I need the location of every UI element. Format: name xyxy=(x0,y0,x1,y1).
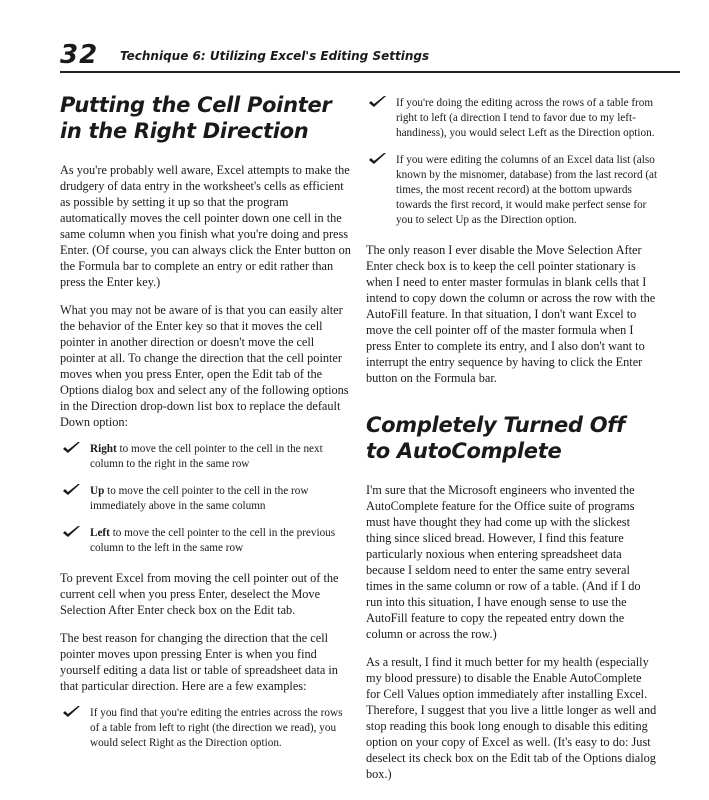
examples-list xyxy=(60,706,352,751)
left-column xyxy=(60,92,352,765)
list-item xyxy=(60,526,352,556)
checkmark-icon xyxy=(62,440,82,456)
example-text: If you find that you're editing the entries across the rows of a table from left to right (the direction we read), you would select Right as the Direction option. xyxy=(90,707,343,749)
heading-line: Putting the Cell Pointer xyxy=(60,93,332,117)
example-text: If you're doing the editing across the rows of a table from right to left (a direction I tend to favor due to my left-handiness), you would select Left as the Direction option. xyxy=(396,97,655,139)
paragraph: The only reason I ever disable the Move Selection After Enter check box is to keep the cell pointer stationary is when I need to enter master formulas in blank cells that I intend to copy down the column or across the row with the AutoFill feature. In that situation, I don't want Excel to move the cell pointer off of the master formula when I press Enter to complete its entry, and I also don't want to interrupt the entry sequence by having to click the Enter button on the Formula bar. xyxy=(366,243,656,385)
paragraph: What you may not be aware of is that you can easily alter the behavior of the Enter key so that it moves the cell pointer in another direction or doesn't move the cell pointer at all. To change the direction that the cell pointer moves when you press Enter, open the Edit tab of the Options dialog box and select any of the following options in the Direction drop-down list box to replace the default Down option: xyxy=(60,303,349,429)
example-text: If you were editing the columns of an Excel data list (also known by the misnomer, database) from the last record (at times, the most recent record) at the bottom upwards towards the first record, it would make perfect sense for you to select Up as the Direction option. xyxy=(396,154,658,226)
list-item xyxy=(366,153,658,228)
paragraph: As a result, I find it much better for my health (especially my blood pressure) to disable the Enable AutoComplete for Cell Values option immediately after installing Excel. Therefore, I suggest that you live a little longer as well and stop reading this book long enough to disable this editing option on your copy of Excel as well. (It's easy to do: Just deselect its check box on the Edit tab of the Options dialog box.) xyxy=(366,655,657,781)
option-text: to move the cell pointer to the cell in the previous column to the left in the same row xyxy=(90,527,336,554)
option-term: Left xyxy=(90,527,110,539)
section-heading-autocomplete xyxy=(366,412,658,464)
section-heading-cell-pointer xyxy=(60,92,352,144)
header-rule xyxy=(60,71,680,73)
heading-line: to AutoComplete xyxy=(366,439,562,463)
list-item xyxy=(60,442,352,472)
list-item xyxy=(60,484,352,514)
checkmark-icon xyxy=(62,482,82,498)
option-term: Up xyxy=(90,485,105,497)
list-item xyxy=(366,96,658,141)
paragraph: The best reason for changing the direction that the cell pointer moves upon pressing Enter is when you find yourself editing a data list or table of spreadsheet data in that particular direction. Here are a few examples: xyxy=(60,631,338,693)
direction-options-list xyxy=(60,442,352,556)
page-header xyxy=(60,40,680,70)
heading-line: Completely Turned Off xyxy=(366,413,625,437)
option-term: Right xyxy=(90,443,117,455)
option-text: to move the cell pointer to the cell in the next column to the right in the same row xyxy=(90,443,323,470)
heading-line: in the Right Direction xyxy=(60,119,309,143)
checkmark-icon xyxy=(62,524,82,540)
examples-list-continued xyxy=(366,96,658,228)
checkmark-icon xyxy=(62,704,82,720)
paragraph: I'm sure that the Microsoft engineers who invented the AutoComplete feature for the Office suite of programs must have thought they had come up with the slickest thing since sliced bread. However, I find this feature particularly noxious when entering spreadsheet data because I seldom need to enter the same entry several times in the same column or row of a table. (And if I do run into this situation, I have enough sense to use the AutoFill feature to copy the repeated entry down the column or across the row.) xyxy=(366,483,641,641)
running-head: Technique 6: Utilizing Excel's Editing Settings xyxy=(120,49,430,63)
paragraph: To prevent Excel from moving the cell pointer out of the current cell when you press Enter, deselect the Move Selection After Enter check box on the Edit tab. xyxy=(60,571,339,617)
checkmark-icon xyxy=(368,151,388,167)
right-column xyxy=(366,96,658,794)
paragraph: As you're probably well aware, Excel attempts to make the drudgery of data entry in the worksheet's cells as efficient as possible by setting it up so that the program automatically moves the cell pointer down one cell in the same column when you finish what you're doing and press Enter. (Of course, you can always click the Enter button on the Formula bar to complete an entry or edit rather than press the Enter key.) xyxy=(60,163,351,289)
checkmark-icon xyxy=(368,94,388,110)
list-item xyxy=(60,706,352,751)
option-text: to move the cell pointer to the cell in the row immediately above in the same column xyxy=(90,485,309,512)
page-number: 32 xyxy=(60,40,99,70)
